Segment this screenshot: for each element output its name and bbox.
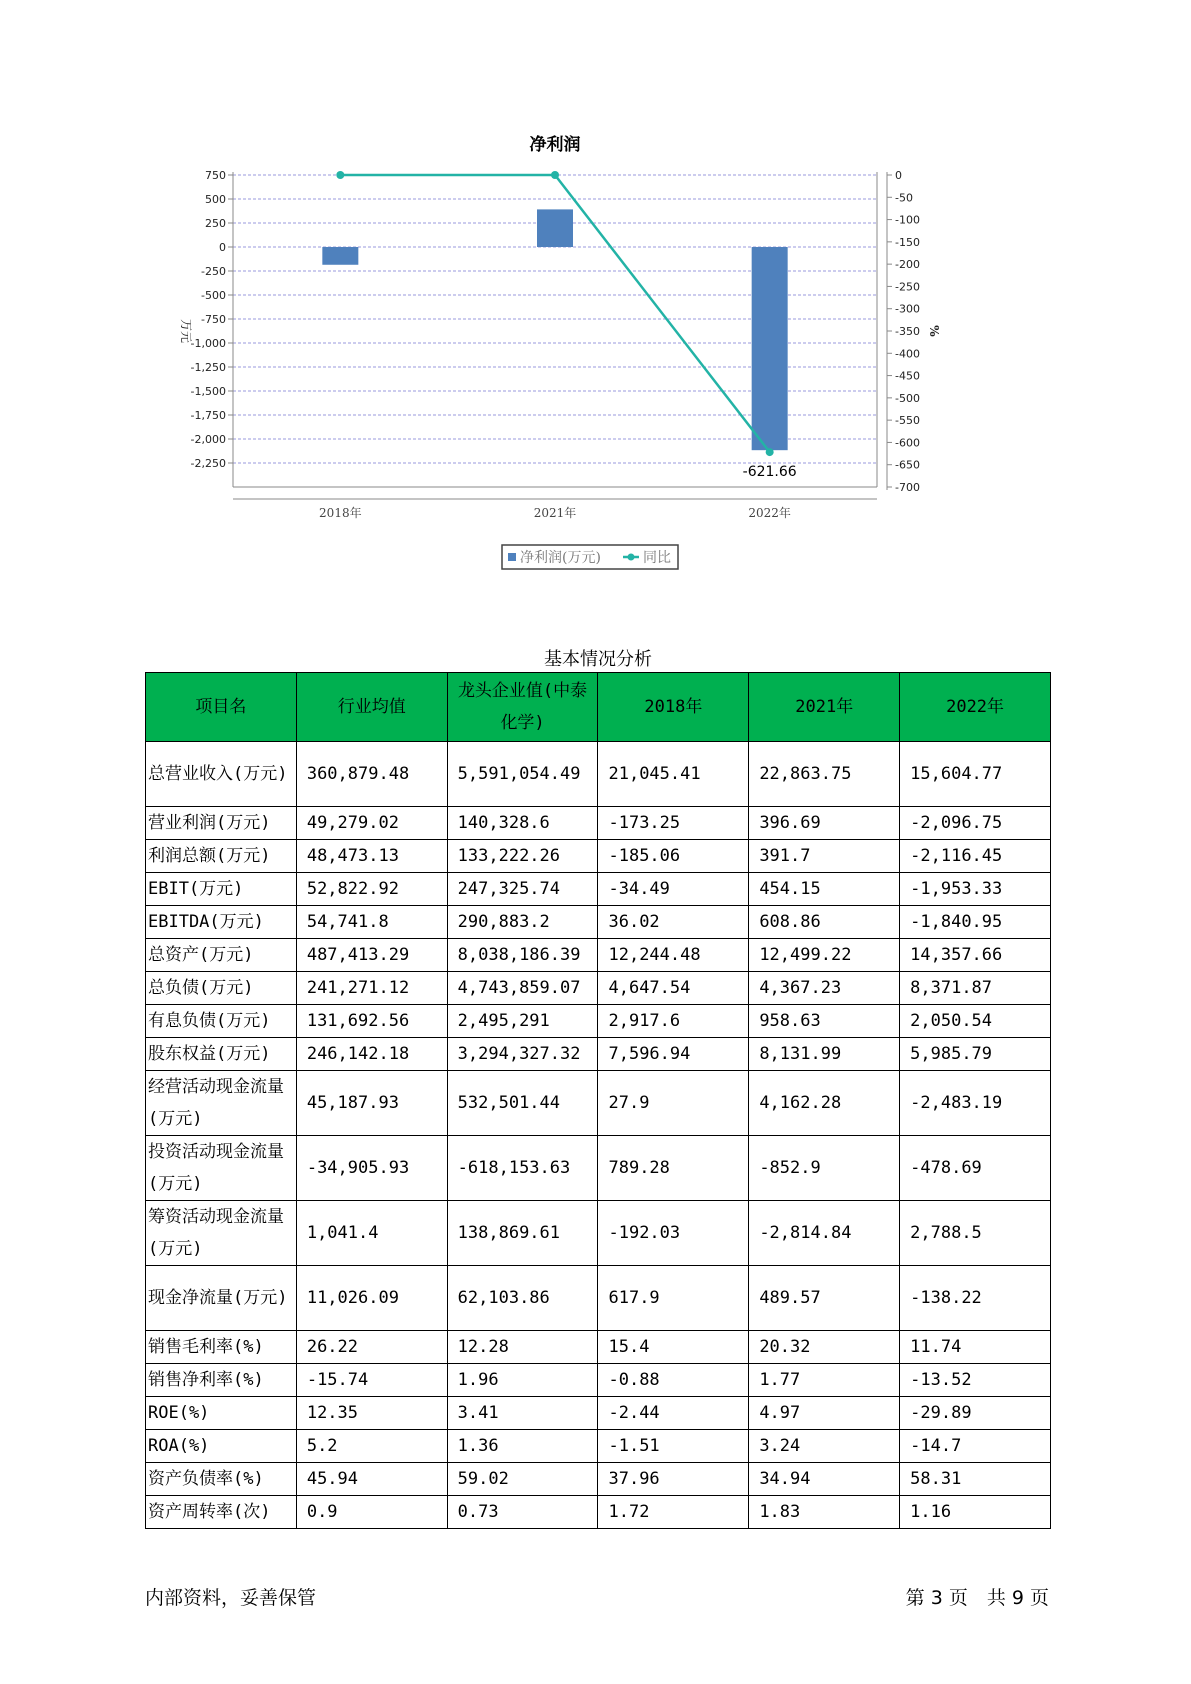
table-cell: 246,142.18 <box>296 1038 447 1071</box>
table-cell: -138.22 <box>900 1266 1051 1331</box>
row-label: EBIT(万元) <box>146 873 297 906</box>
table-cell: -2,483.19 <box>900 1071 1051 1136</box>
row-label: 有息负债(万元) <box>146 1005 297 1038</box>
table-cell: 8,371.87 <box>900 972 1051 1005</box>
y2-tick-label: -200 <box>895 258 920 272</box>
table-cell: 45,187.93 <box>296 1071 447 1136</box>
table-cell: 54,741.8 <box>296 906 447 939</box>
table-cell: 26.22 <box>296 1331 447 1364</box>
table-cell: 396.69 <box>749 807 900 840</box>
table-cell: -173.25 <box>598 807 749 840</box>
table-cell: 133,222.26 <box>447 840 598 873</box>
table-cell: 138,869.61 <box>447 1201 598 1266</box>
y2-tick-label: -100 <box>895 213 920 227</box>
row-label: ROA(%) <box>146 1430 297 1463</box>
table-cell: 1.36 <box>447 1430 598 1463</box>
basic-analysis-table <box>145 672 1051 1529</box>
column-header: 龙头企业值(中泰化学) <box>447 673 598 742</box>
y2-tick-label: -50 <box>895 191 913 205</box>
table-cell: -2,096.75 <box>900 807 1051 840</box>
table-cell: -0.88 <box>598 1364 749 1397</box>
y-tick-label: 500 <box>205 193 226 206</box>
column-header: 2021年 <box>749 673 900 742</box>
table-cell: 489.57 <box>749 1266 900 1331</box>
table-cell: -13.52 <box>900 1364 1051 1397</box>
table-row <box>146 1071 1051 1136</box>
chart-svg <box>170 130 1030 600</box>
table-cell: 15,604.77 <box>900 742 1051 807</box>
y-tick-label: -2,000 <box>190 433 226 446</box>
table-cell: 4,743,859.07 <box>447 972 598 1005</box>
row-label: 营业利润(万元) <box>146 807 297 840</box>
table-cell: 1.96 <box>447 1364 598 1397</box>
table-cell: 11.74 <box>900 1331 1051 1364</box>
y2-tick-label: -550 <box>895 414 920 428</box>
table-cell: 8,038,186.39 <box>447 939 598 972</box>
yoy-point <box>766 448 774 456</box>
table-cell: 1.83 <box>749 1496 900 1529</box>
row-label: 资产周转率(次) <box>146 1496 297 1529</box>
table-cell: 789.28 <box>598 1136 749 1201</box>
row-label: 投资活动现金流量(万元) <box>146 1136 297 1201</box>
bar <box>752 247 788 450</box>
table-cell: 27.9 <box>598 1071 749 1136</box>
bar <box>537 209 573 247</box>
footer-confidential-note: 内部资料，妥善保管 <box>145 1587 317 1609</box>
y-tick-label: 750 <box>205 169 226 182</box>
table-cell: -34,905.93 <box>296 1136 447 1201</box>
table-row <box>146 1364 1051 1397</box>
table-cell: 2,495,291 <box>447 1005 598 1038</box>
table-cell: -34.49 <box>598 873 749 906</box>
table-cell: 487,413.29 <box>296 939 447 972</box>
table-row <box>146 873 1051 906</box>
table-cell: 37.96 <box>598 1463 749 1496</box>
y2-tick-label: -300 <box>895 302 920 316</box>
table-cell: 3,294,327.32 <box>447 1038 598 1071</box>
table-cell: 5,985.79 <box>900 1038 1051 1071</box>
x-tick-label: 2022年 <box>748 506 791 520</box>
row-label: 股东权益(万元) <box>146 1038 297 1071</box>
row-label: 总负债(万元) <box>146 972 297 1005</box>
table-cell: 21,045.41 <box>598 742 749 807</box>
table-row <box>146 1266 1051 1331</box>
y2-tick-label: -150 <box>895 235 920 249</box>
table-cell: 131,692.56 <box>296 1005 447 1038</box>
y-tick-label: -250 <box>201 265 226 278</box>
y2-tick-label: 0 <box>895 169 902 182</box>
table-cell: 15.4 <box>598 1331 749 1364</box>
table-cell: 290,883.2 <box>447 906 598 939</box>
y2-tick-label: -600 <box>895 436 920 450</box>
row-label: 现金净流量(万元) <box>146 1266 297 1331</box>
table-row <box>146 1201 1051 1266</box>
row-label: 筹资活动现金流量(万元) <box>146 1201 297 1266</box>
table-row <box>146 1136 1051 1201</box>
table-cell: 12.35 <box>296 1397 447 1430</box>
table-row <box>146 1038 1051 1071</box>
table-cell: 12,244.48 <box>598 939 749 972</box>
table-cell: 58.31 <box>900 1463 1051 1496</box>
table-cell: 45.94 <box>296 1463 447 1496</box>
row-label: 总营业收入(万元) <box>146 742 297 807</box>
table-cell: -192.03 <box>598 1201 749 1266</box>
table-cell: 617.9 <box>598 1266 749 1331</box>
table-cell: 608.86 <box>749 906 900 939</box>
table-cell: -15.74 <box>296 1364 447 1397</box>
table-cell: -2,116.45 <box>900 840 1051 873</box>
table-cell: 4,647.54 <box>598 972 749 1005</box>
table-cell: 7,596.94 <box>598 1038 749 1071</box>
table-cell: -14.7 <box>900 1430 1051 1463</box>
table-cell: 958.63 <box>749 1005 900 1038</box>
table-cell: -185.06 <box>598 840 749 873</box>
table-cell: 20.32 <box>749 1331 900 1364</box>
table-cell: 5.2 <box>296 1430 447 1463</box>
legend-line-marker <box>628 554 635 561</box>
table-row <box>146 906 1051 939</box>
table-cell: 36.02 <box>598 906 749 939</box>
table-cell: 12.28 <box>447 1331 598 1364</box>
row-label: 销售净利率(%) <box>146 1364 297 1397</box>
yoy-point <box>336 171 344 179</box>
y-tick-label: 0 <box>219 241 226 254</box>
table-cell: -2,814.84 <box>749 1201 900 1266</box>
y2-tick-label: -650 <box>895 458 920 472</box>
y-tick-label: -2,250 <box>190 457 226 470</box>
table-cell: 1.16 <box>900 1496 1051 1529</box>
table-row <box>146 972 1051 1005</box>
column-header: 行业均值 <box>296 673 447 742</box>
row-label: 经营活动现金流量(万元) <box>146 1071 297 1136</box>
table-body <box>146 742 1051 1529</box>
table-cell: -29.89 <box>900 1397 1051 1430</box>
table-cell: -1,953.33 <box>900 873 1051 906</box>
legend-bar-label: 净利润(万元) <box>520 550 601 566</box>
y-tick-label: -750 <box>201 313 226 326</box>
table-cell: 391.7 <box>749 840 900 873</box>
table-row <box>146 840 1051 873</box>
legend-line-label: 同比 <box>643 550 671 566</box>
table-cell: 532,501.44 <box>447 1071 598 1136</box>
chart-title: 净利润 <box>529 135 581 155</box>
row-label: 利润总额(万元) <box>146 840 297 873</box>
table-cell: 59.02 <box>447 1463 598 1496</box>
table-cell: 454.15 <box>749 873 900 906</box>
y-tick-label: -1,250 <box>190 361 226 374</box>
legend-bar-swatch <box>508 553 516 561</box>
table-cell: 4,367.23 <box>749 972 900 1005</box>
y2-tick-label: -500 <box>895 391 920 405</box>
table-cell: 3.24 <box>749 1430 900 1463</box>
table-row <box>146 1496 1051 1529</box>
table-row <box>146 939 1051 972</box>
net-profit-chart <box>170 130 1030 600</box>
table-cell: 49,279.02 <box>296 807 447 840</box>
table-cell: 8,131.99 <box>749 1038 900 1071</box>
row-label: 总资产(万元) <box>146 939 297 972</box>
table-cell: -852.9 <box>749 1136 900 1201</box>
table-cell: 360,879.48 <box>296 742 447 807</box>
table-header-row <box>146 673 1051 742</box>
y2-tick-label: -450 <box>895 369 920 383</box>
table-cell: 62,103.86 <box>447 1266 598 1331</box>
table-row <box>146 1430 1051 1463</box>
y-tick-label: 250 <box>205 217 226 230</box>
table-cell: 4.97 <box>749 1397 900 1430</box>
table-cell: 14,357.66 <box>900 939 1051 972</box>
y2-tick-label: -700 <box>895 481 920 494</box>
column-header: 项目名 <box>146 673 297 742</box>
row-label: 资产负债率(%) <box>146 1463 297 1496</box>
table-cell: -478.69 <box>900 1136 1051 1201</box>
x-tick-label: 2021年 <box>533 506 577 520</box>
table-cell: 247,325.74 <box>447 873 598 906</box>
y-tick-label: -1,750 <box>190 409 226 422</box>
table-cell: 34.94 <box>749 1463 900 1496</box>
table-row <box>146 1463 1051 1496</box>
row-label: EBITDA(万元) <box>146 906 297 939</box>
table-cell: 0.73 <box>447 1496 598 1529</box>
bar <box>322 247 358 265</box>
table-cell: 1.72 <box>598 1496 749 1529</box>
table-cell: 241,271.12 <box>296 972 447 1005</box>
column-header: 2018年 <box>598 673 749 742</box>
y2-axis-label: % <box>927 325 941 337</box>
table-cell: 1,041.4 <box>296 1201 447 1266</box>
table-cell: 140,328.6 <box>447 807 598 840</box>
table-cell: 12,499.22 <box>749 939 900 972</box>
table-title: 基本情况分析 <box>544 649 652 670</box>
x-tick-label: 2018年 <box>319 506 362 520</box>
table-cell: -618,153.63 <box>447 1136 598 1201</box>
table-cell: -2.44 <box>598 1397 749 1430</box>
table-cell: 1.77 <box>749 1364 900 1397</box>
table-cell: 52,822.92 <box>296 873 447 906</box>
table-cell: 3.41 <box>447 1397 598 1430</box>
y2-tick-label: -400 <box>895 347 920 361</box>
table-row <box>146 1331 1051 1364</box>
table-row <box>146 1397 1051 1430</box>
table-row <box>146 1005 1051 1038</box>
y-axis-label: 万元 <box>179 318 193 344</box>
table-cell: 4,162.28 <box>749 1071 900 1136</box>
column-header: 2022年 <box>900 673 1051 742</box>
table-row <box>146 807 1051 840</box>
table-cell: -1.51 <box>598 1430 749 1463</box>
table-cell: 0.9 <box>296 1496 447 1529</box>
yoy-point <box>551 171 559 179</box>
table-cell: 2,050.54 <box>900 1005 1051 1038</box>
y-tick-label: -1,000 <box>190 337 226 350</box>
row-label: ROE(%) <box>146 1397 297 1430</box>
table-cell: 5,591,054.49 <box>447 742 598 807</box>
y-tick-label: -500 <box>201 289 226 302</box>
y2-tick-label: -350 <box>895 325 920 338</box>
table-cell: -1,840.95 <box>900 906 1051 939</box>
footer-page-number: 第 3 页 共 9 页 <box>905 1587 1049 1609</box>
table-cell: 2,917.6 <box>598 1005 749 1038</box>
table-cell: 11,026.09 <box>296 1266 447 1331</box>
y-tick-label: -1,500 <box>190 385 226 398</box>
yoy-data-label: -621.66 <box>742 464 797 481</box>
table-cell: 48,473.13 <box>296 840 447 873</box>
table-cell: 22,863.75 <box>749 742 900 807</box>
y2-tick-label: -250 <box>895 280 920 294</box>
table-cell: 2,788.5 <box>900 1201 1051 1266</box>
table-row <box>146 742 1051 807</box>
row-label: 销售毛利率(%) <box>146 1331 297 1364</box>
